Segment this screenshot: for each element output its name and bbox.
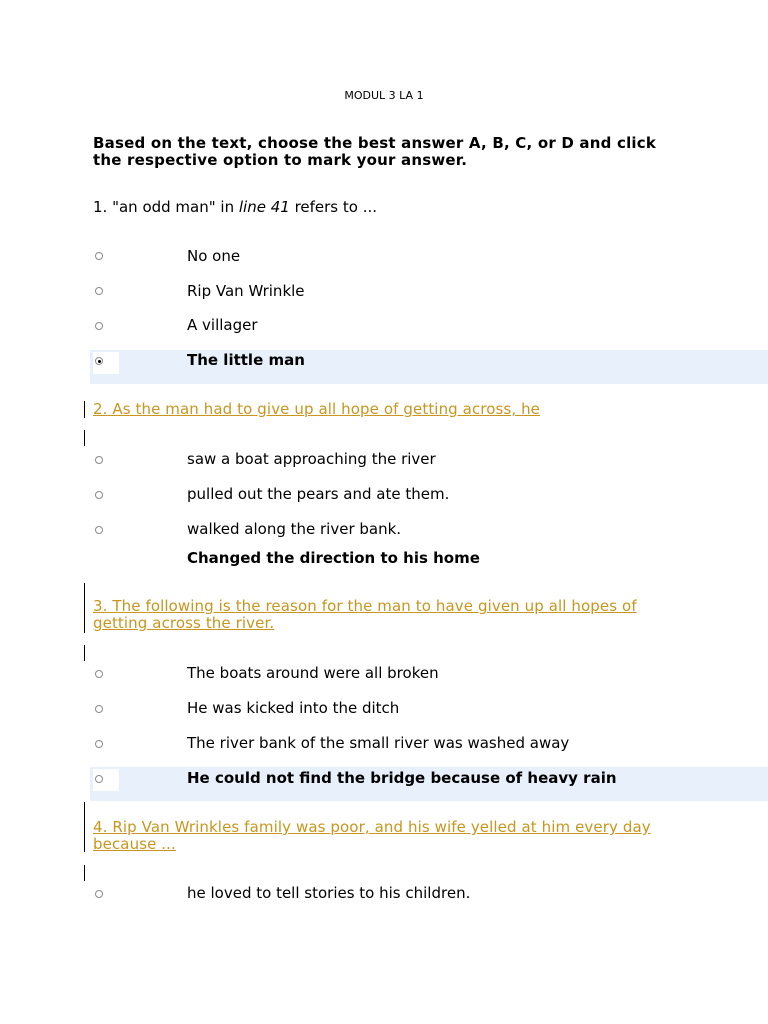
q3-radio-c[interactable] [95,740,103,748]
q3-option-b-label: He was kicked into the ditch [187,699,400,717]
question-1-emphasis: line 41 [238,198,290,216]
instructions-line-1: Based on the text, choose the best answer A, B, C, or D and click [93,134,657,152]
instructions [93,135,656,169]
q3-radio-a[interactable] [95,670,103,678]
q1-option-b-label: Rip Van Wrinkle [187,282,305,300]
q3-margin-bar [84,583,85,633]
q4-cursor-bar [84,865,85,881]
q1-option-c-label: A villager [187,316,258,334]
q1-option-a-label: No one [187,247,241,265]
q2-option-b-label: pulled out the pears and ate them. [187,485,450,503]
question-4-link[interactable] [93,819,651,853]
q2-radio-a[interactable] [95,456,103,464]
q3-option-d-label: He could not find the bridge because of heavy rain [187,769,617,787]
q3-radio-d[interactable] [95,775,103,783]
q2-option-d-label: Changed the direction to his home [187,549,480,567]
q1-option-d-label: The little man [187,351,305,369]
question-1 [93,198,377,216]
q2-option-a-label: saw a boat approaching the river [187,450,436,468]
question-1-prefix: 1. "an odd man" in [93,198,239,216]
question-3-link[interactable] [93,598,637,632]
question-4-line-1: 4. Rip Van Wrinkles family was poor, and his wife yelled at him every day [93,818,651,836]
q1-radio-a[interactable] [95,252,103,260]
q2-cursor-bar [84,430,85,446]
q4-option-a-label: he loved to tell stories to his children. [187,884,471,902]
page-title: MODUL 3 LA 1 [344,89,424,102]
q1-radio-d-selected[interactable] [95,357,103,365]
q2-radio-c[interactable] [95,526,103,534]
q3-option-a-label: The boats around were all broken [187,664,439,682]
question-1-suffix: refers to ... [289,198,378,216]
q4-radio-a[interactable] [95,890,103,898]
question-2-link[interactable]: 2. As the man had to give up all hope of getting across, he [93,400,541,418]
q3-radio-b[interactable] [95,705,103,713]
q2-margin-bar [84,401,85,418]
q3-option-c-label: The river bank of the small river was washed away [187,734,570,752]
q2-option-c-label: walked along the river bank. [187,520,402,538]
q1-radio-c[interactable] [95,322,103,330]
q1-radio-b[interactable] [95,287,103,295]
q2-radio-b[interactable] [95,491,103,499]
instructions-line-2: the respective option to mark your answer. [93,151,468,169]
question-3-line-2: getting across the river. [93,614,275,632]
question-3-line-1: 3. The following is the reason for the man to have given up all hopes of [93,597,637,615]
q3-cursor-bar [84,645,85,661]
q4-margin-bar [84,802,85,852]
question-4-line-2: because ... [93,835,176,853]
